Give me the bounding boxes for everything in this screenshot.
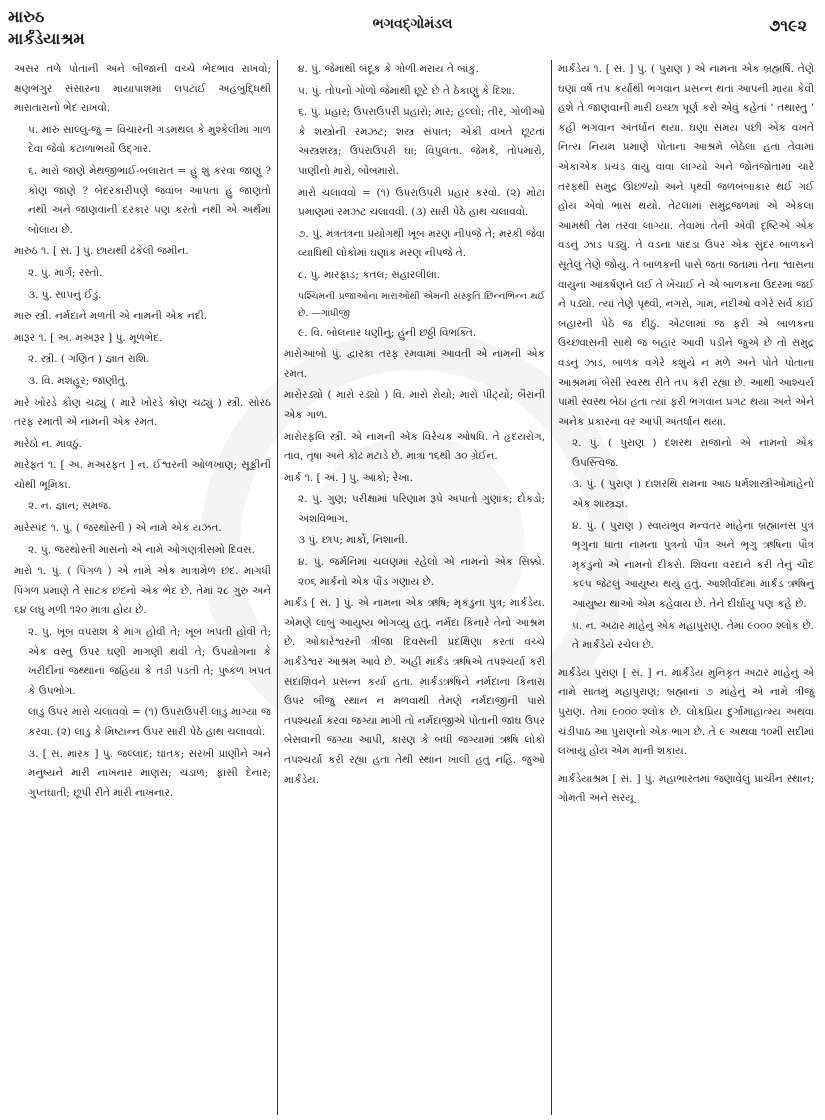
entry: ૩. [ સં. મારક ] પું. જલ્લાદ; ઘાતક; સરખી પ્રાણીને અને મનુષ્યને મારી નાખનાર માણસ; ચંડાળ; ફાંસી દેનાર; ગુપ્તઘાતી; છૂપી રીતે મારી નાખનાર. xyxy=(28,747,271,799)
entry: માર્કંડ [ સં. ] પું. એ નામના એક ઋષિ; મૃકંડુના પુત્ર; માર્કંડેય. એમણે લાંબું આયુષ્ય ભોગવ્યું હતું. નર્મદા કિનારે તેનો આશ્રમ છે. ઓંકારેશ્વરની ત્રીજા દિવસની પ્રદક્ષિણા કરતાં વચ્ચે માર્કંડેશ્વર આશ્રમ આવે છે. અહીં માર્કંડ ઋષિએ તપશ્ચર્યા કરી સદાશિવને પ્રસન્ન કર્યા હતા. માર્કંડઋષિને નર્મદાના કિનારા ઉપર બીજું સ્થાન ન મળવાથી તેમણે નર્મદાજીની પાસે તપશ્ચર્યા કરવા જગ્યા માગી તો નર્મદાજીએ પોતાની જાંઘ ઉપર બેસવાની જગ્યા આપી, કારણ કે બધી જગ્યામાં ઋષિ લોકો તપશ્ચર્યા કરી રહ્યા હતા તેથી સ્થાન ખાલી હતું નહિ. જુઓ માર્કંડેય. xyxy=(284,597,545,786)
entry: માર્કંડેયાશ્રમ [ સં. ] પું. મહાભારતમાં જણાવેલું પ્રાચીન સ્થાન; ગોમતી અને સરયૂ xyxy=(558,772,814,805)
guide-word-first: મારુઠ xyxy=(8,7,45,26)
entry: ૨. સ્ત્રી. ( ગણિત ) જ્ઞાત રાશિ. xyxy=(28,353,150,366)
column-2 xyxy=(278,60,552,1115)
entry: મારોરડ્યો ( મારો રડ્યો ) વિ. મારો રોયો; મારો પીટ્યો; બૈરાંની એક ગાળ. xyxy=(284,389,545,421)
entry: મારોરફલિ સ્ત્રી. એ નામની એક વિરેચક ઓષધિ. તે હૃદયરોગ, તાવ, તૃષા અને કોઢ મટાડે છે. માત્રા ૧૬થી ૩૦ ગ્રેઈન. xyxy=(284,430,545,463)
entry: ૩ પું. છાપ; માર્કો, નિશાની. xyxy=(298,534,408,547)
entry: મારૂર ૧. [ અ. મઅરૂર ] પું. મૂળભેદ. xyxy=(14,331,163,344)
entry: ૫. ન. અઢાર માંહેનું એક મહાપુરાણ. તેમાં ૯૦૦૦ શ્લોક છે. તે માર્કંડેયે રચેલ છે. xyxy=(572,619,814,652)
entry: મારો ૧. પું. ( પિંગળ ) એ નામે એક માત્રામેળ છંદ. માગધી પિંગળ પ્રમાણે તે સાટક છંદનો એક ભેદ છે. તેમાં ૨૮ ગુરુ અને ૬૪ લઘુ મળી ૧૨૦ માત્રા હોય છે. xyxy=(14,565,271,617)
entry: માર્કંડેય ૧. [ સં. ] પું. ( પુરાણ ) એ નામના એક બ્રહ્મર્ષિ. તેણે ઘણાં વર્ષ તપ કર્યાથી ભગવાન પ્રસન્ન થતાં આપની માયા કેવી હશે તે જાણવાની મારી ઇચ્છા પૂર્ણ કરો એવું કહેતાં ‘ તથાસ્તુ ’ કહી ભગવાન અંતર્ધાન થયા. ઘણા સમય પછી એક વખતે નિત્ય નિયમ પ્રમાણે પોતાના આશ્રમે બેઠેલા હતા તેવામાં એકાએક પ્રચંડ વાયુ વાવા લાગ્યો અને જોતજોતામાં ચારે તરફથી સમુદ્ર ઊછળ્યો અને પૃથ્વી જળબંબાકાર થઈ ગઈ હોય એવો ભાસ થયો. તેટલામાં સમુદ્રજળમાં એ એકલા આમથી તેમ તરવા લાગ્યા. તેવામાં તેની એવી દૃષ્ટિએ એક વડનું ઝાડ પડ્યું. તે વડના પાંદડા ઉપર એક સુંદર બાળકને સૂતેલું તેણે જોયું. તે બાળકની પાસે જતા જતામાં તેના શ્વાસના વાયુના આકર્ષણને લઈ તે ખેંચાઈ ને એ બાળકના ઉદરમાં જઈ ને પડ્યો. ત્યાં તેણે પૃથ્વી, નગરો, ગામ, નદીઓ વગેરે સર્વ કાંઈ બહારની પેઠે જ દીઠું. એટલામાં જ ફરી એ બાળકના ઉચ્છ્વાસની સાથે જ બહાર આવી પડીને જુએ છે તો સમુદ્ર વડનું ઝાડ, બાળક વગેરે કશુંયે ન મળે અને પોતે પોતાના આશ્રમમાં બેસી સ્વસ્થ રીતે તપ કરી રહ્યા છે. આથી આશ્ચર્ય પામી સ્વસ્થ બેઠા હતા ત્યાં ફરી ભગવાન પ્રગટ થયા અને એને અનેક પ્રકારના વર આપી અંતર્ધાન થયા. xyxy=(558,63,814,428)
entry: ૩. વિ. મશહૂર; જાણીતું. xyxy=(28,374,128,387)
entry: ૨. ન. જ્ઞાન; સમજ. xyxy=(28,500,112,513)
entry: ૨. પું. ગુણ; પરીક્ષામાં પરિણામ રૂપે અપાતો ગુણાંક; દોકડો; અંશવિભાગ. xyxy=(298,493,545,525)
entry: મારેસ્પંદ ૧. પું. ( જરથોસ્તી ) એ નામે એક યઝત. xyxy=(14,522,222,535)
quotation: પશ્ચિમની પ્રજાઓના મારાઓથી એમની સંસ્કૃતિ છિન્નભિન્ન થઈ છે. —ગાંધીજી xyxy=(298,290,545,319)
entry: ૨. પું. ( પુરાણ ) દશરથ રાજાનો એ નામનો એક ઉપસ્ત્વિજ. xyxy=(572,437,814,469)
column-1 xyxy=(8,60,278,1115)
entry: મારુ સ્ત્રી. નર્મદાને મળતી એ નામની એક નદી. xyxy=(14,310,208,323)
entry: ૪. પું. જેમાંથી બંદૂક કે ગોળી મરાય તે બાંકું. xyxy=(298,63,480,75)
dictionary-columns xyxy=(8,60,820,1115)
entry: માર્ક ૧. [ અં. ] પું. આંકો; રેખા. xyxy=(284,471,413,484)
entry: ૩. પું. ( પુરાણ ) દાશરથિ રામના આઠ ધર્મશાસ્ત્રીઓમાંહેનો એક શાસ્ત્રજ્ઞ. xyxy=(572,478,814,511)
entry: મારોઆંબો પું. દ્વારકા તરફ રમવામાં આવતી એ નામની એક રમત. xyxy=(284,348,545,380)
page-number: ૭૧૯૨ xyxy=(769,16,807,35)
entry: અસર તળે પોતાની અને બીજાની વચ્ચે ભેદભાવ રાખવો; ક્ષણભંગુર સંસારના માયાપાશમાં લપટાઈ અહંબુદ્ધિથી મારાતારાનો ભેદ રાખવો. xyxy=(14,63,271,115)
entry: ૬. પું. પ્રહાર; ઉપરાઉપરી પ્રહારો; માર; હલ્લો; તીર, ગોળીઓ કે શસ્ત્રોની રમઝટ; શસ્ત્ર સંપાત; એકી વખતે છૂટતાં અસ્ત્રશસ્ત્ર; ઉપરાઉપરી ઘા; વિપુલતા. જેમકે, તોપમારો, પાણીનો મારો, બોંબમારો. xyxy=(298,106,545,177)
guide-word-last: માર્કંડેયાશ્રમ xyxy=(8,29,85,48)
entry: પ. મારું સાલ્લું-જું = વિચારની ગડમથલ કે મુશ્કેલીમાં ગાળ દેવા જેવો કંટાળાભર્યો ઉદ્ગાર. xyxy=(28,123,271,156)
entry: મારે ખોરડે કોણ ચઢ્યું ( મારે ખોરડે કોણ ચઢ્યું ) સ્ત્રી. સોરઠ તરફ રમાતી એ નામની એક રમત. xyxy=(14,396,271,429)
entry: લાડુ ઉપર મારો ચલાવવો = (૧) ઉપરાઉપરી લાડુ માગ્યા જ કરવા. (૨) લાડુ કે મિષ્ટાન્ન ઉપર સારી પેઠે હાથ ચલાવવો. xyxy=(28,706,271,738)
entry: ૨. પું. ખૂબ વપરાશ કે માંગ હોવી તે; ખૂબ ખપતી હોવી તે; એક વસ્તુ ઉપર ઘણી માગણી થવી તે; ઉપયોગના કે ખરીદીનાં જથ્થાંનાં જહિયાં કે તડી પડતી તે; પુષ્કળ ખપત કે ઉપભોગ. xyxy=(28,626,271,697)
entry: ૪. પું. જર્મનિમાં ચલણમાં રહેલો એ નામનો એક સિક્કો. ૨૦૬ માર્કનો એક પૌંડ ગણાય છે. xyxy=(298,556,545,588)
entry: મારેઠો ન. માવઠું. xyxy=(14,437,82,450)
column-3 xyxy=(552,60,820,1115)
entry: ૪. પું. ( પુરાણ ) સ્વાયંભુવ મન્વંતર માંહેના બ્રહ્માનસ પુત્ર ભૃગુના ધાતા નામના પુત્રનો પૌત્ર અને ભૃગુ ઋષિના પૌત્ર મૃકંડુનો એ નામનો દીકરો. શિવના વરદાને કરી તેનું ચૌદ કલ્પ જેટલું આયુષ્ય થયું હતું. આશીર્વાદમાં માર્કંડ ઋષિનું આયુષ્ય થાઓ એમ કહેવાય છે. તેને દીર્ઘાયુ પણ કહે છે. xyxy=(572,519,814,611)
entry: માર્કંડેય પુરાણ [ સં. ] ન. માર્કંડેય મુનિકૃત અઢાર માંહેનું એ નામે સાતમું મહાપુરાણ; બ્રહ્માનાં ૭ માંહેનું એ નામે ત્રીજું પુરાણ. તેમાં ૯૦૦૦ શ્લોક છે. લોકપ્રિય દુર્ગામાહાત્મ્ય અથવા ચંડીપાઠ આ પુરાણનો એક ભાગ છે. તે ૯ અથવા ૧૦મી સદીમાં લખાયું હોય એમ માની શકાય. xyxy=(558,666,814,758)
entry: ૬. મારો જાણે મેથજીભાઈ-બલારાત = હું શું કરવા જાણું ? કોણ જાણે ? બેદરકારીપણે જવાબ આપતાં હું જાણતો નથી અને જાણવાની દરકાર પણ કરતો નથી એ અર્થમાં બોલાય છે. xyxy=(28,164,271,236)
book-title: ભગવદ્ગોમંડલ xyxy=(372,16,453,32)
entry: મારો ચલાવવો = (૧) ઉપરાઉપરી પ્રહાર કરવો. (૨) મોટા પ્રમાણમાં રમઝટ ચલાવવી. (૩) સારી પેઠે હાથ ચલાવવો. xyxy=(298,186,545,219)
entry: ૩. પું. સાપનું ઈંડું. xyxy=(28,288,102,301)
entry: ૨. પું. જરથોસ્તી માસનો એ નામે ઓગણત્રીસમો દિવસ. xyxy=(28,543,255,556)
entry: ૯. વિ. બોલનાર ધણીનું; હુંની છઠ્ઠી વિભક્તિ. xyxy=(298,326,477,339)
entry: ૮. પું. મારફાડ; કતલ; સંહારલીલા. xyxy=(298,268,441,281)
page-header xyxy=(0,0,825,60)
entry: મારુઠ ૧. [ સં. ] પું. છાયથી ઢંકેલી જમીન. xyxy=(14,245,189,258)
entry: ૨. પું. માર્ગ; રસ્તો. xyxy=(28,266,103,279)
entry: ૭. પું. મંત્રતંત્રના પ્રયોગથી ખૂબ મરણ નીપજે તે; મરકી જેવા વ્યાધિથી લોકોમાં ઘણાંક મરણ નીપજે તે. xyxy=(298,227,545,260)
entry: મારેફત ૧. [ અ. મઅરફત ] ન. ઈશ્વરની ઓળખાણ; સૂફીની ચોથી ભૂમિકા. xyxy=(14,459,271,491)
entry: ૫. પું. તોપનો ગોળો જેમાંથી છૂટે છે તે ઠેકાણું કે દિશા. xyxy=(298,84,515,97)
